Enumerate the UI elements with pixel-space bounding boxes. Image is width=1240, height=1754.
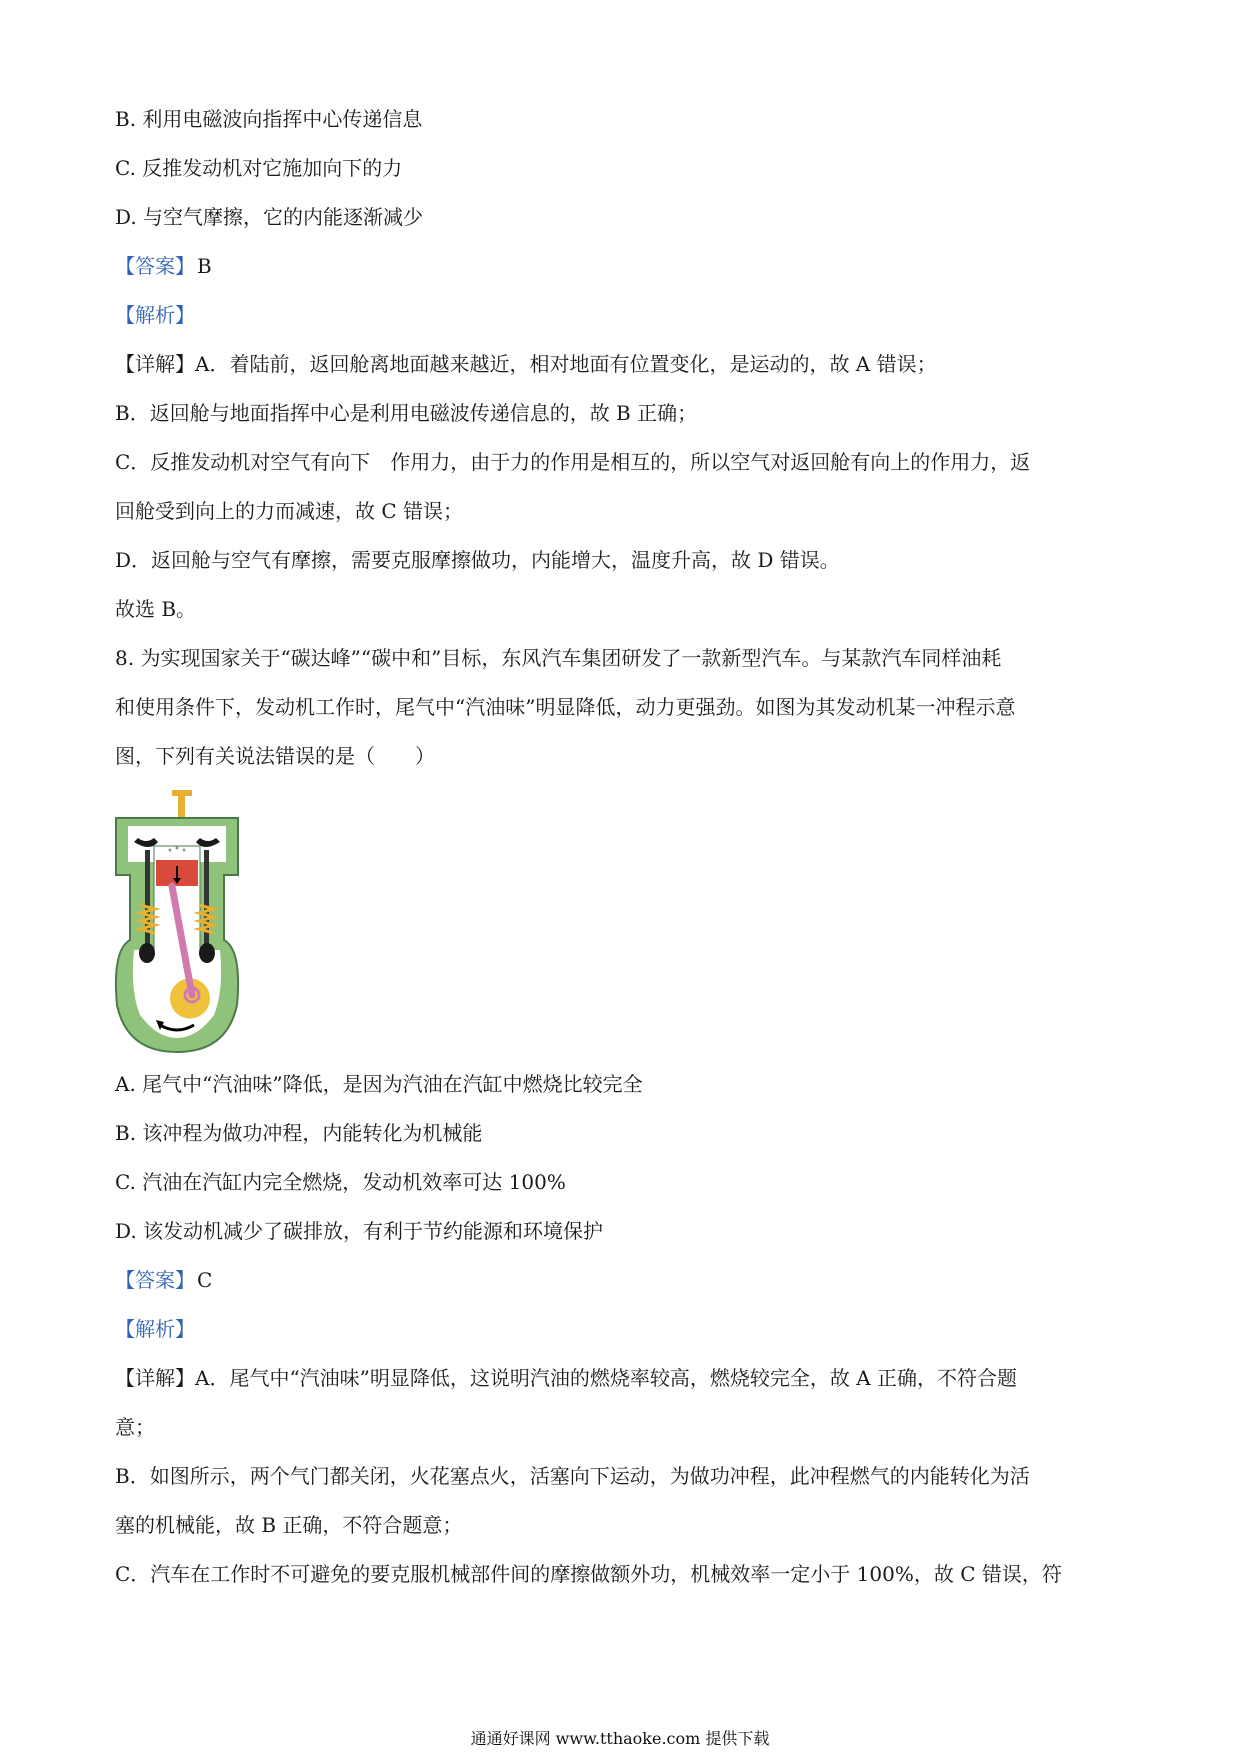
answer-label: 【答案】 [115,1268,195,1292]
q7-analysis-label: 【解析】 [115,303,195,327]
q7-conclusion: 故选 B。 [115,597,197,621]
intake-cam [139,943,155,963]
q8-stem-line: 图，下列有关说法错误的是（ ） [115,744,435,768]
q8-option-a: A. 尾气中“汽油味”降低，是因为汽油在汽缸中燃烧比较完全 [115,1072,643,1096]
q8-option-b: B. 该冲程为做功冲程，内能转化为机械能 [115,1121,483,1145]
q7-detail-line: D．返回舱与空气有摩擦，需要克服摩擦做功，内能增大，温度升高，故 D 错误。 [115,548,840,572]
q8-option-c: C. 汽油在汽缸内完全燃烧，发动机效率可达 100% [115,1170,566,1194]
q8-detail-line: B．如图所示，两个气门都关闭，火花塞点火，活塞向下运动，为做功冲程，此冲程燃气的内能转化为活 [115,1464,1030,1488]
answer-value: B [197,254,212,278]
engine-stroke-diagram [112,790,242,1055]
q8-detail-line: C．汽车在工作时不可避免的要克服机械部件间的摩擦做额外功，机械效率一定小于 100%，故 C 错误，符 [115,1562,1062,1586]
q8-detail-line [115,1364,1017,1392]
answer-label: 【答案】 [115,254,195,278]
detail-text: A．着陆前，返回舱离地面越来越近，相对地面有位置变化，是运动的，故 A 错误； [195,352,937,376]
q7-detail-line: B．返回舱与地面指挥中心是利用电磁波传递信息的，故 B 正确； [115,401,698,425]
q7-detail-line [115,350,937,378]
q7-option-d: D. 与空气摩擦，它的内能逐渐减少 [115,205,424,229]
answer-value: C [197,1268,213,1292]
q7-detail-line: 回舱受到向上的力而减速，故 C 错误； [115,499,464,523]
q7-option-c: C. 反推发动机对它施加向下的力 [115,156,403,180]
detail-label: 【详解】 [115,352,195,376]
exhaust-cam [199,943,215,963]
q8-option-d: D. 该发动机减少了碳排放，有利于节约能源和环境保护 [115,1219,604,1243]
q7-option-b: B. 利用电磁波向指挥中心传递信息 [115,107,423,131]
spark-plug-stem [178,794,185,820]
q8-stem-line: 8. 为实现国家关于“碳达峰”“碳中和”目标，东风汽车集团研发了一款新型汽车。与某款汽车同样油耗 [115,646,1002,670]
q8-analysis-label: 【解析】 [115,1317,195,1341]
detail-text: A．尾气中“汽油味”明显降低，这说明汽油的燃烧率较高，燃烧较完全，故 A 正确，不符合题 [195,1366,1018,1390]
q7-detail-line: C．反推发动机对空气有向下 作用力，由于力的作用是相互的，所以空气对返回舱有向上的作用力，返 [115,450,1031,474]
q8-detail-line: 塞的机械能，故 B 正确，不符合题意； [115,1513,463,1537]
q7-answer [115,252,212,280]
q8-detail-line: 意； [115,1415,155,1439]
q8-stem-line: 和使用条件下，发动机工作时，尾气中“汽油味”明显降低，动力更强劲。如图为其发动机某一冲程示意 [115,695,1016,719]
q8-answer [115,1266,212,1294]
detail-label: 【详解】 [115,1366,195,1390]
page-footer: 通通好课网 www.tthaoke.com 提供下载 [470,1729,770,1748]
